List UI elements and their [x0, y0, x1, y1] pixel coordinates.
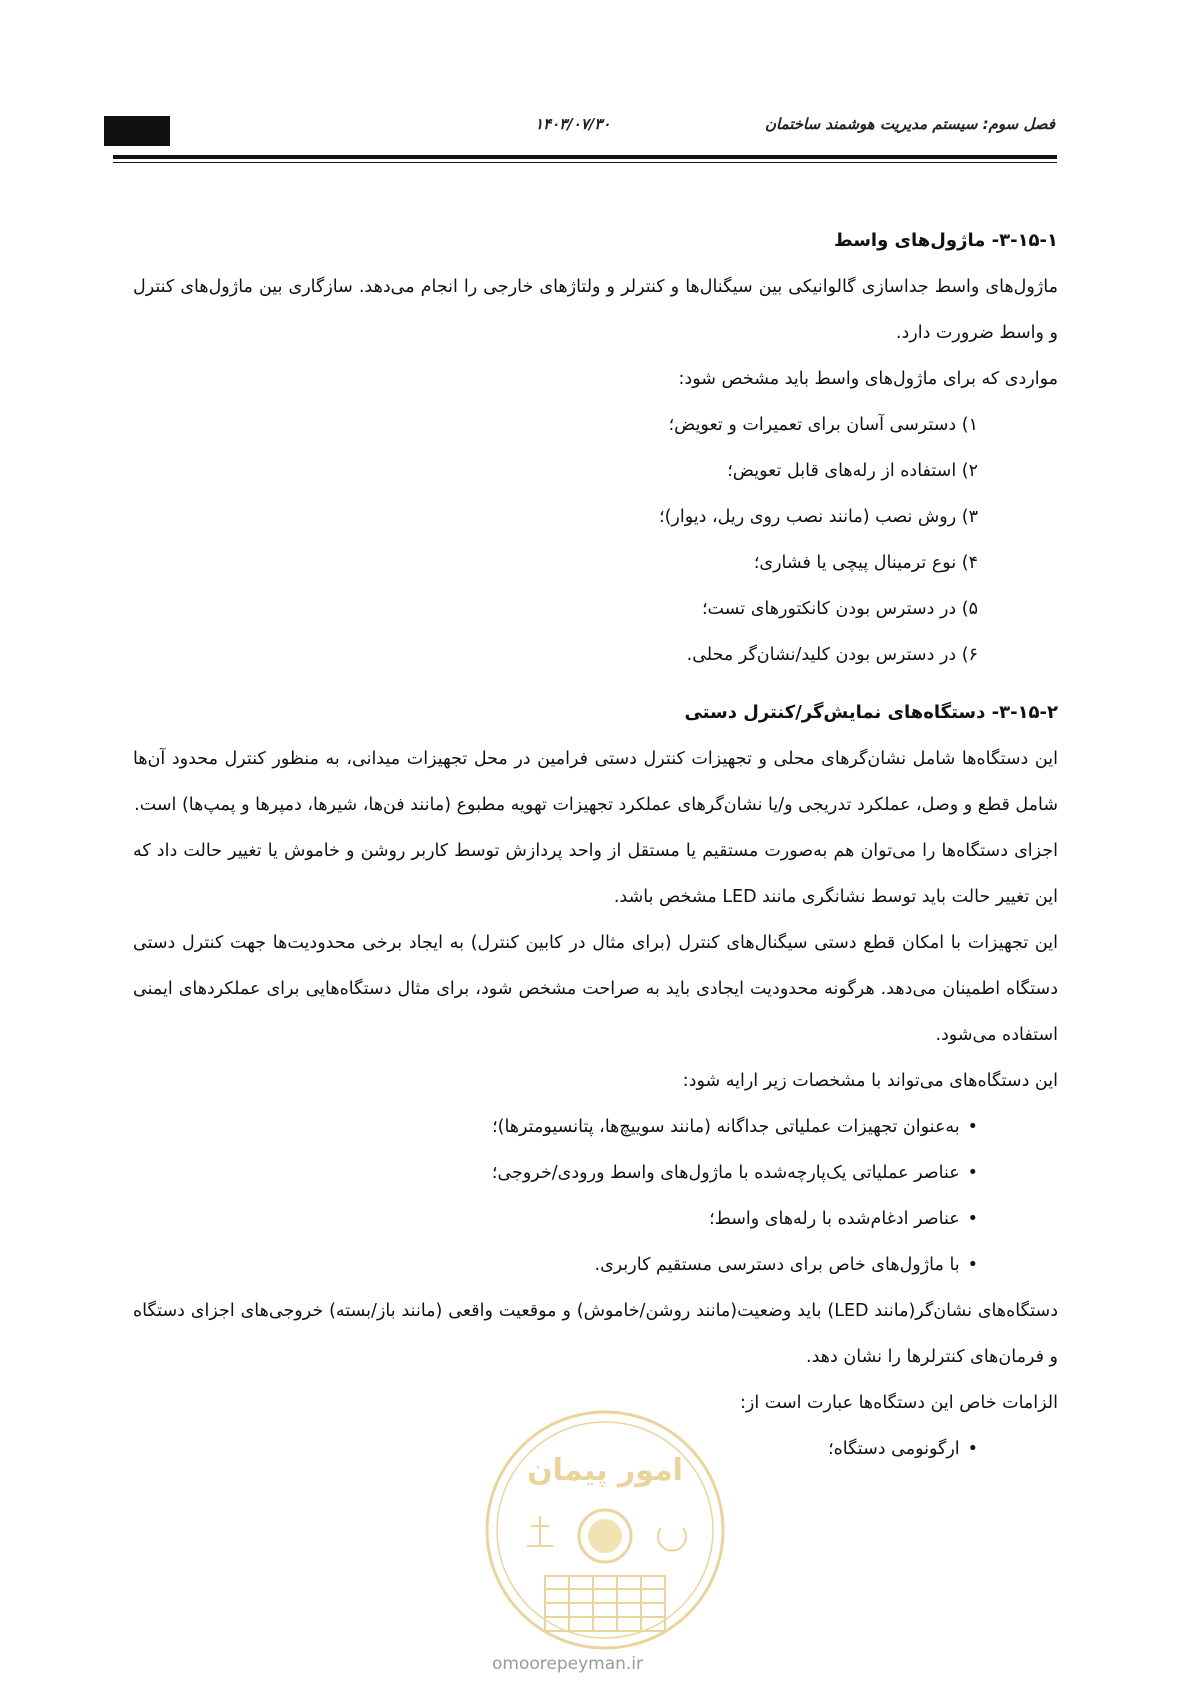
paragraph: این تجهیزات با امکان قطع دستی سیگنال‌های کنترل (برای مثال در کابین کنترل) به ایجاد برخی محدودیت‌ها جهت کنترل دستی دستگاه اطمینان می‌دهد. هرگونه محدودیت ایجادی باید به صراحت مشخص شود، برای مثال دستگاه‌هایی برای عملکردهای ایمنی استفاده می‌شود.: [133, 933, 1058, 1045]
list-item: • با ماژول‌های خاص برای دسترسی مستقیم کاربری.: [133, 1242, 1058, 1288]
paragraph: ماژول‌های واسط جداسازی گالوانیکی بین سیگنال‌ها و کنترلر و ولتاژهای خارجی را انجام می‌دهد. سازگاری بین ماژول‌های کنترل و واسط ضرورت دارد.: [133, 277, 1058, 343]
list-item: ۳) روش نصب (مانند نصب روی ریل، دیوار)؛: [659, 507, 978, 527]
paragraph: مواردی که برای ماژول‌های واسط باید مشخص شود:: [678, 369, 1058, 389]
paragraph: الزامات خاص این دستگاه‌ها عبارت است از:: [740, 1393, 1058, 1413]
list-item: ۴) نوع ترمینال پیچی یا فشاری؛: [753, 553, 978, 573]
numbered-list: [133, 402, 1058, 678]
watermark-seal-icon: [483, 1408, 728, 1653]
list-item: ۵) در دسترس بودن کانکتورهای تست؛: [701, 599, 978, 619]
header-rule-thin: [113, 162, 1057, 163]
header-date: ۱۴۰۳/۰۷/۳۰: [535, 115, 611, 133]
paragraph: این دستگاه‌ها شامل نشان‌گرهای محلی و تجهیزات کنترل دستی فرامین در محل تجهیزات میدانی، به منظور کنترل محدود آن‌ها شامل قطع و وصل، عملکرد تدریجی و/یا نشان‌گرهای عملکرد تجهیزات تهویه مطبوع (مانند فن‌ها، شیرها، دمپرها و پمپ‌ها) است.: [133, 749, 1058, 815]
section-heading-interface-modules: ۳-۱۵-۱- ماژول‌های واسط: [833, 230, 1058, 251]
header-rule-thick: [113, 155, 1057, 159]
paragraph: اجزای دستگاه‌ها را می‌توان هم به‌صورت مستقیم یا مستقل از واحد پردازش توسط کاربر روشن و خاموش یا تغییر حالت داد که این تغییر حالت باید توسط نشانگری مانند LED مشخص باشد.: [133, 841, 1058, 907]
list-item: • عناصر عملیاتی یک‌پارچه‌شده با ماژول‌های واسط ورودی/خروجی؛: [133, 1150, 1058, 1196]
bullet-list: [133, 1104, 1058, 1288]
chapter-header: فصل سوم: سیستم مدیریت هوشمند ساختمان: [765, 115, 1055, 133]
list-item: • ارگونومی دستگاه؛: [133, 1426, 1058, 1472]
list-item: • عناصر ادغام‌شده با رله‌های واسط؛: [133, 1196, 1058, 1242]
paragraph: دستگاه‌های نشان‌گر(مانند LED) باید وضعیت(مانند روشن/خاموش) و موقعیت واقعی (مانند باز/بسته) خروجی‌های اجزای دستگاه و فرمان‌های کنترلرها را نشان دهد.: [133, 1301, 1058, 1367]
list-item: ۶) در دسترس بودن کلید/نشان‌گر محلی.: [686, 645, 978, 665]
svg-text:امور پیمان: امور پیمان: [527, 1453, 683, 1488]
list-item: • به‌عنوان تجهیزات عملیاتی جداگانه (مانند سوییچ‌ها، پتانسیومترها)؛: [133, 1104, 1058, 1150]
page-content: [133, 218, 1058, 1472]
page-number-box: [104, 116, 170, 146]
list-item: ۱) دسترسی آسان برای تعمیرات و تعویض؛: [668, 415, 978, 435]
watermark-url: omoorepeyman.ir: [492, 1654, 644, 1674]
section-heading-display-manual-control: ۳-۱۵-۲- دستگاه‌های نمایش‌گر/کنترل دستی: [684, 702, 1058, 723]
paragraph: این دستگاه‌های می‌تواند با مشخصات زیر ارایه شود:: [682, 1071, 1058, 1091]
list-item: ۲) استفاده از رله‌های قابل تعویض؛: [727, 461, 978, 481]
